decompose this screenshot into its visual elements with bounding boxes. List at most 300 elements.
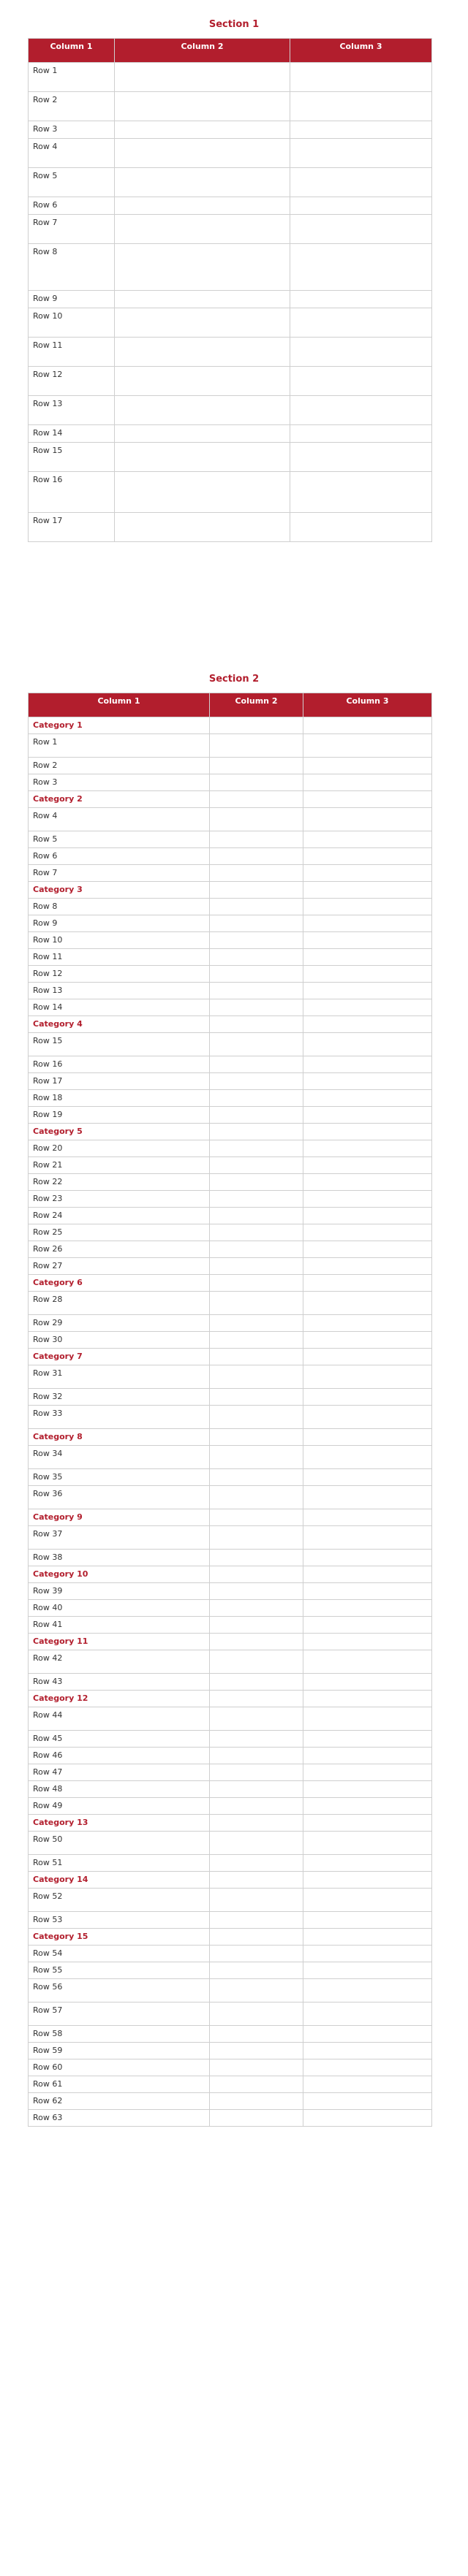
table-cell: Row 58 [29, 2026, 210, 2043]
table-row [29, 92, 432, 121]
table-row [29, 1486, 432, 1509]
table-cell: Row 61 [29, 2076, 210, 2093]
table-row [29, 338, 432, 367]
table-cell: Row 52 [29, 1889, 210, 1912]
table-cell: Row 60 [29, 2059, 210, 2076]
table-cell [115, 197, 290, 215]
table-cell: Row 12 [29, 367, 115, 396]
table-cell [303, 1600, 432, 1617]
table-cell [303, 1446, 432, 1469]
table-cell [210, 808, 303, 831]
table-cell [210, 1946, 303, 1962]
table-cell [303, 1258, 432, 1275]
table-cell: Category 8 [29, 1429, 210, 1446]
table-cell [210, 1566, 303, 1583]
table-cell [303, 1731, 432, 1748]
table-cell [303, 1929, 432, 1946]
table-cell: Row 18 [29, 1090, 210, 1107]
table-cell: Row 17 [29, 513, 115, 542]
table-cell: Row 9 [29, 291, 115, 308]
table-row [29, 1748, 432, 1764]
category-row [29, 1634, 432, 1650]
table-cell [290, 168, 432, 197]
table-cell [303, 1650, 432, 1674]
table-cell [115, 92, 290, 121]
table-cell: Category 11 [29, 1634, 210, 1650]
table-cell [303, 1275, 432, 1292]
table-row [29, 1332, 432, 1349]
table-cell: Row 47 [29, 1764, 210, 1781]
table-row [29, 121, 432, 139]
table-cell: Row 40 [29, 1600, 210, 1617]
table-cell [303, 1889, 432, 1912]
table-cell [210, 1855, 303, 1872]
table-row [29, 1832, 432, 1855]
table-cell: Row 11 [29, 338, 115, 367]
table-cell [115, 367, 290, 396]
table-cell: Row 45 [29, 1731, 210, 1748]
section-1-title: Section 1 [208, 19, 260, 30]
section-2-title: Section 2 [208, 674, 260, 685]
table-cell [303, 2110, 432, 2127]
table-cell [210, 1634, 303, 1650]
table-row [29, 831, 432, 848]
table-row [29, 1526, 432, 1550]
table-cell: Row 15 [29, 443, 115, 472]
table-cell [290, 215, 432, 244]
table-cell [303, 1583, 432, 1600]
table-row [29, 734, 432, 758]
table-cell [303, 848, 432, 865]
table-cell [303, 758, 432, 774]
table-cell [210, 1469, 303, 1486]
table-cell [303, 1174, 432, 1191]
table-cell: Row 26 [29, 1241, 210, 1258]
table-cell: Row 49 [29, 1798, 210, 1815]
section-1-table [28, 38, 432, 542]
table-cell [210, 1406, 303, 1429]
table-cell [290, 443, 432, 472]
table-cell: Row 43 [29, 1674, 210, 1691]
table-cell [303, 1389, 432, 1406]
table-cell [303, 1634, 432, 1650]
table-cell [210, 1764, 303, 1781]
table-cell: Row 20 [29, 1140, 210, 1157]
table-cell [210, 1798, 303, 1815]
table-row [29, 197, 432, 215]
table-row [29, 1912, 432, 1929]
table-row [29, 1174, 432, 1191]
table-cell [210, 848, 303, 865]
table-row [29, 1469, 432, 1486]
table-header-cell: Column 2 [115, 39, 290, 63]
table-cell [210, 966, 303, 983]
table-cell: Row 8 [29, 244, 115, 291]
table-cell [290, 513, 432, 542]
table-cell [115, 63, 290, 92]
table-cell [303, 1815, 432, 1832]
table-cell [115, 121, 290, 139]
table-cell: Row 17 [29, 1073, 210, 1090]
table-cell [290, 139, 432, 168]
table-cell [290, 121, 432, 139]
table-cell: Row 4 [29, 808, 210, 831]
table-cell [210, 999, 303, 1016]
table-row [29, 1798, 432, 1815]
table-cell: Row 6 [29, 197, 115, 215]
table-cell [303, 1617, 432, 1634]
category-row [29, 1691, 432, 1707]
table-cell: Row 33 [29, 1406, 210, 1429]
table-cell [303, 899, 432, 915]
table-row [29, 1292, 432, 1315]
table-cell [210, 1292, 303, 1315]
table-cell: Row 14 [29, 999, 210, 1016]
table-cell: Row 46 [29, 1748, 210, 1764]
table-cell: Category 5 [29, 1124, 210, 1140]
table-cell [210, 1550, 303, 1566]
table-cell: Row 3 [29, 121, 115, 139]
table-cell [210, 1315, 303, 1332]
table-row [29, 1855, 432, 1872]
table-row [29, 139, 432, 168]
table-cell [303, 1332, 432, 1349]
table-cell [303, 791, 432, 808]
table-cell [303, 1946, 432, 1962]
category-row [29, 1815, 432, 1832]
table-cell [210, 1707, 303, 1731]
table-row [29, 1650, 432, 1674]
table-cell [115, 513, 290, 542]
table-cell: Row 7 [29, 865, 210, 882]
table-row [29, 1764, 432, 1781]
table-cell [210, 1258, 303, 1275]
table-row [29, 1600, 432, 1617]
table-cell [303, 1855, 432, 1872]
table-cell [210, 774, 303, 791]
table-cell: Row 19 [29, 1107, 210, 1124]
table-cell [303, 1056, 432, 1073]
table-row [29, 1550, 432, 1566]
table-cell [303, 1107, 432, 1124]
table-cell [210, 2026, 303, 2043]
table-cell [290, 367, 432, 396]
table-row [29, 308, 432, 338]
table-row [29, 1617, 432, 1634]
table-row [29, 932, 432, 949]
table-cell: Row 14 [29, 425, 115, 443]
table-cell [303, 932, 432, 949]
table-row [29, 1731, 432, 1748]
table-cell [115, 338, 290, 367]
table-cell [210, 2110, 303, 2127]
category-row [29, 1429, 432, 1446]
table-cell: Row 10 [29, 308, 115, 338]
table-row [29, 2110, 432, 2127]
table-cell [210, 983, 303, 999]
table-cell: Row 4 [29, 139, 115, 168]
table-cell: Row 23 [29, 1191, 210, 1208]
table-row [29, 1365, 432, 1389]
table-cell [115, 396, 290, 425]
table-row [29, 367, 432, 396]
table-cell [115, 215, 290, 244]
table-cell [303, 1241, 432, 1258]
table-cell [210, 1157, 303, 1174]
table-row [29, 1140, 432, 1157]
table-cell [303, 1208, 432, 1224]
table-cell [303, 966, 432, 983]
table-cell [303, 1365, 432, 1389]
category-row [29, 791, 432, 808]
table-cell [290, 338, 432, 367]
table-row [29, 1979, 432, 2003]
table-row [29, 168, 432, 197]
table-cell: Row 22 [29, 1174, 210, 1191]
table-cell [303, 1349, 432, 1365]
table-row [29, 1241, 432, 1258]
table-cell: Row 15 [29, 1033, 210, 1056]
category-row [29, 717, 432, 734]
table-cell: Row 27 [29, 1258, 210, 1275]
table-cell [210, 2043, 303, 2059]
table-cell: Row 35 [29, 1469, 210, 1486]
table-cell [210, 1429, 303, 1446]
table-cell [303, 1191, 432, 1208]
table-row [29, 244, 432, 291]
table-row [29, 1583, 432, 1600]
table-row [29, 808, 432, 831]
table-cell: Row 44 [29, 1707, 210, 1731]
table-row [29, 2076, 432, 2093]
table-cell: Row 31 [29, 1365, 210, 1389]
table-cell: Row 30 [29, 1332, 210, 1349]
table-row [29, 1258, 432, 1275]
table-row [29, 1674, 432, 1691]
table-cell [210, 1073, 303, 1090]
table-row [29, 865, 432, 882]
table-row [29, 425, 432, 443]
table-row [29, 291, 432, 308]
table-cell [303, 808, 432, 831]
table-cell: Row 1 [29, 63, 115, 92]
table-cell [210, 734, 303, 758]
table-cell: Row 48 [29, 1781, 210, 1798]
table-cell [210, 1872, 303, 1889]
table-cell [290, 425, 432, 443]
table-row [29, 1389, 432, 1406]
table-cell [210, 831, 303, 848]
table-cell [210, 1486, 303, 1509]
table-cell: Row 16 [29, 472, 115, 513]
table-cell [210, 1033, 303, 1056]
table-row [29, 1962, 432, 1979]
table-row [29, 2093, 432, 2110]
table-cell: Category 2 [29, 791, 210, 808]
table-cell [210, 2059, 303, 2076]
table-cell: Category 1 [29, 717, 210, 734]
table-cell [210, 1600, 303, 1617]
table-cell [210, 1731, 303, 1748]
table-row [29, 1090, 432, 1107]
table-cell: Row 7 [29, 215, 115, 244]
table-cell [303, 1486, 432, 1509]
table-row [29, 396, 432, 425]
table-cell: Row 57 [29, 2003, 210, 2026]
table-cell [210, 865, 303, 882]
table-cell: Category 3 [29, 882, 210, 899]
table-cell: Category 13 [29, 1815, 210, 1832]
table-row [29, 999, 432, 1016]
table-cell [303, 1748, 432, 1764]
table-cell [303, 865, 432, 882]
table-cell [210, 1674, 303, 1691]
table-row [29, 966, 432, 983]
table-cell: Row 24 [29, 1208, 210, 1224]
table-row [29, 848, 432, 865]
table-cell [303, 915, 432, 932]
table-cell: Category 6 [29, 1275, 210, 1292]
table-cell [210, 791, 303, 808]
table-cell: Row 13 [29, 396, 115, 425]
table-cell [210, 1275, 303, 1292]
table-cell [115, 425, 290, 443]
table-cell [303, 1764, 432, 1781]
table-cell [303, 1124, 432, 1140]
table-row [29, 1707, 432, 1731]
table-cell: Row 12 [29, 966, 210, 983]
table-cell [303, 1140, 432, 1157]
table-cell: Row 50 [29, 1832, 210, 1855]
table-cell: Row 9 [29, 915, 210, 932]
table-cell [210, 1583, 303, 1600]
table-row [29, 63, 432, 92]
table-cell [290, 197, 432, 215]
table-cell [210, 1962, 303, 1979]
table-cell [210, 882, 303, 899]
table-cell: Row 2 [29, 92, 115, 121]
table-cell [290, 92, 432, 121]
table-cell [210, 1016, 303, 1033]
table-cell: Row 10 [29, 932, 210, 949]
table-row [29, 915, 432, 932]
table-cell [303, 717, 432, 734]
table-cell: Category 10 [29, 1566, 210, 1583]
table-cell: Row 2 [29, 758, 210, 774]
table-cell [210, 1748, 303, 1764]
table-cell [303, 2026, 432, 2043]
table-cell: Row 13 [29, 983, 210, 999]
table-cell [303, 882, 432, 899]
table-cell [290, 308, 432, 338]
table-cell [115, 139, 290, 168]
table-cell: Row 25 [29, 1224, 210, 1241]
table-cell [210, 2003, 303, 2026]
table-cell: Row 54 [29, 1946, 210, 1962]
section-2-table-body [29, 717, 432, 2127]
table-cell [303, 999, 432, 1016]
table-cell [303, 1781, 432, 1798]
table-cell [210, 1140, 303, 1157]
table-row [29, 1056, 432, 1073]
table-row [29, 1073, 432, 1090]
table-cell: Category 14 [29, 1872, 210, 1889]
category-row [29, 1275, 432, 1292]
table-cell: Row 42 [29, 1650, 210, 1674]
table-cell [303, 1073, 432, 1090]
table-cell: Row 5 [29, 168, 115, 197]
table-cell: Row 5 [29, 831, 210, 848]
table-cell: Row 28 [29, 1292, 210, 1315]
table-cell [303, 1157, 432, 1174]
table-cell [303, 774, 432, 791]
table-cell [303, 2059, 432, 2076]
table-row [29, 1315, 432, 1332]
table-cell [210, 1509, 303, 1526]
table-cell [303, 1509, 432, 1526]
table-cell [303, 1912, 432, 1929]
table-cell [210, 1365, 303, 1389]
table-cell: Row 53 [29, 1912, 210, 1929]
table-cell: Row 51 [29, 1855, 210, 1872]
table-cell: Row 56 [29, 1979, 210, 2003]
table-cell [115, 168, 290, 197]
table-cell [290, 244, 432, 291]
table-cell [210, 1781, 303, 1798]
table-row [29, 1033, 432, 1056]
table-cell [210, 1526, 303, 1550]
table-cell: Row 3 [29, 774, 210, 791]
table-cell [115, 472, 290, 513]
table-cell: Row 37 [29, 1526, 210, 1550]
table-cell [303, 1315, 432, 1332]
table-cell [210, 2076, 303, 2093]
table-cell: Category 4 [29, 1016, 210, 1033]
table-row [29, 215, 432, 244]
table-row [29, 443, 432, 472]
table-cell [290, 472, 432, 513]
table-cell [303, 1872, 432, 1889]
table-cell [210, 1056, 303, 1073]
table-cell [303, 1691, 432, 1707]
category-row [29, 1566, 432, 1583]
table-cell [210, 1332, 303, 1349]
table-cell [303, 1707, 432, 1731]
table-cell: Row 21 [29, 1157, 210, 1174]
table-header-cell: Column 1 [29, 39, 115, 63]
table-row [29, 1191, 432, 1208]
table-row [29, 1157, 432, 1174]
table-cell [210, 758, 303, 774]
table-cell: Row 1 [29, 734, 210, 758]
table-cell [303, 1550, 432, 1566]
table-cell [210, 1241, 303, 1258]
table-cell: Row 6 [29, 848, 210, 865]
table-cell [290, 396, 432, 425]
table-cell [303, 2043, 432, 2059]
table-cell [115, 308, 290, 338]
category-row [29, 1872, 432, 1889]
table-cell [303, 1033, 432, 1056]
category-row [29, 1349, 432, 1365]
table-cell [210, 932, 303, 949]
table-row [29, 2003, 432, 2026]
table-cell: Row 41 [29, 1617, 210, 1634]
table-row [29, 1406, 432, 1429]
table-cell [303, 734, 432, 758]
table-cell [210, 915, 303, 932]
table-cell [210, 1912, 303, 1929]
